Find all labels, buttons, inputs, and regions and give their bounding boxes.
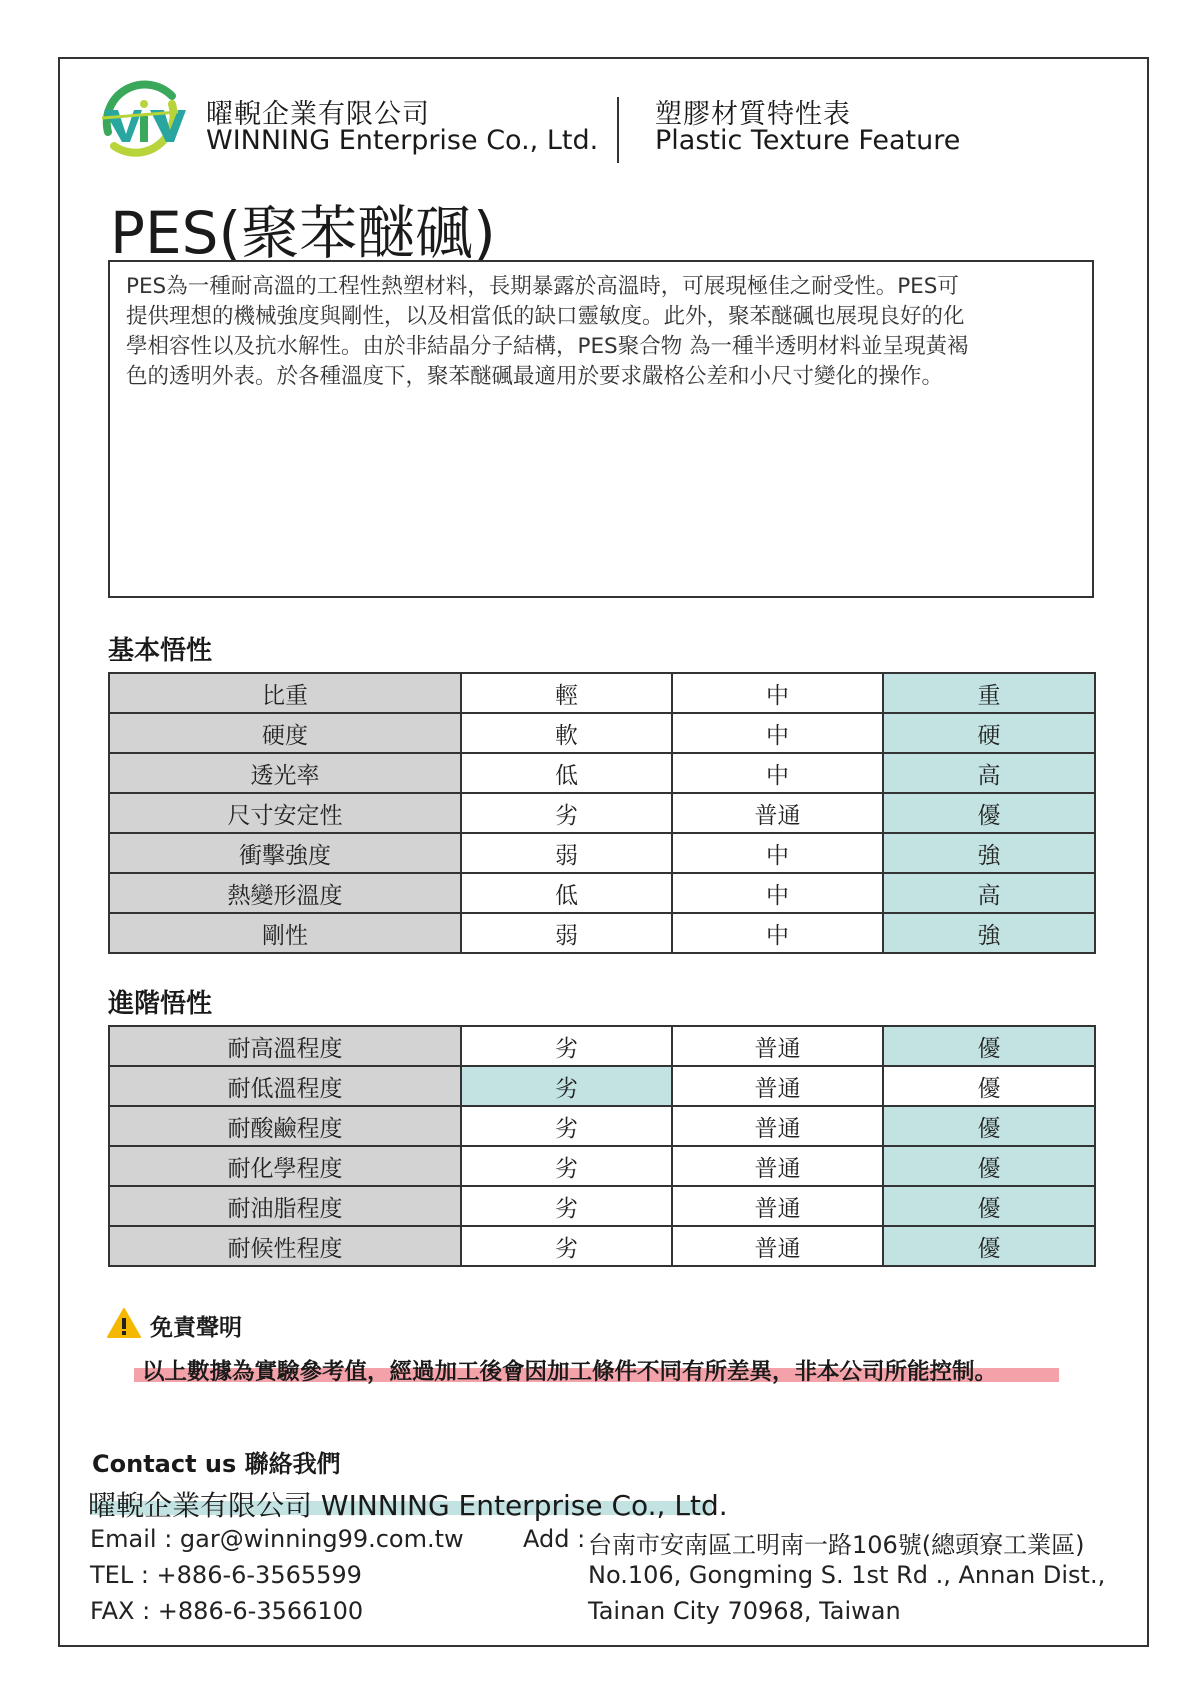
contact-address-line: Tainan City 70968, Taiwan [588,1597,901,1625]
company-name-cn: 曜輗企業有限公司 [206,99,430,130]
property-label: 衝擊強度 [109,833,461,873]
property-row [109,1186,1095,1226]
advanced-properties-title: 進階悟性 [108,989,213,1019]
contact-email: Email : gar@winning99.com.tw [90,1525,464,1553]
advanced-properties-table [108,1025,1096,1267]
property-row [109,713,1095,753]
rating-low: 低 [461,873,672,913]
property-row [109,913,1095,953]
property-row [109,753,1095,793]
property-label: 比重 [109,673,461,713]
rating-low: 劣 [461,1066,672,1106]
rating-low: 輕 [461,673,672,713]
rating-low: 劣 [461,1186,672,1226]
property-label: 耐高溫程度 [109,1026,461,1066]
rating-mid: 中 [672,913,883,953]
rating-low: 低 [461,753,672,793]
property-label: 硬度 [109,713,461,753]
property-row [109,1226,1095,1266]
property-row [109,833,1095,873]
property-label: 耐酸鹼程度 [109,1106,461,1146]
property-row [109,1026,1095,1066]
rating-high: 強 [883,833,1095,873]
rating-mid: 普通 [672,1066,883,1106]
property-label: 耐化學程度 [109,1146,461,1186]
property-label: 耐油脂程度 [109,1186,461,1226]
contact-tel: TEL : +886-6-3565599 [90,1561,362,1589]
rating-mid: 普通 [672,1106,883,1146]
property-row [109,1066,1095,1106]
rating-low: 弱 [461,913,672,953]
property-row [109,1146,1095,1186]
rating-mid: 普通 [672,1146,883,1186]
header-divider [617,97,619,163]
property-label: 耐候性程度 [109,1226,461,1266]
rating-low: 弱 [461,833,672,873]
contact-address-line: 台南市安南區工明南一路106號(總頭寮工業區) [588,1531,1085,1559]
rating-high: 優 [883,793,1095,833]
rating-high: 高 [883,873,1095,913]
company-logo-icon [94,72,186,164]
property-row [109,1106,1095,1146]
disclaimer-title: 免責聲明 [150,1315,242,1341]
description-line: PES為一種耐高溫的工程性熱塑材料，長期暴露於高溫時，可展現極佳之耐受性。PES可 [126,274,959,299]
rating-high: 優 [883,1106,1095,1146]
rating-high: 優 [883,1066,1095,1106]
rating-mid: 中 [672,873,883,913]
description-line: 學相容性以及抗水解性。由於非結晶分子結構，PES聚合物 為一種半透明材料並呈現黃褐 [126,334,969,359]
rating-mid: 普通 [672,1026,883,1066]
contact-address-label: Add : [523,1525,586,1553]
description-line: 色的透明外表。於各種溫度下，聚苯醚碸最適用於要求嚴格公差和小尺寸變化的操作。 [126,364,944,389]
rating-low: 劣 [461,793,672,833]
basic-properties-table [108,672,1096,954]
rating-high: 強 [883,913,1095,953]
description-box [108,260,1094,598]
document-title-en: Plastic Texture Feature [655,125,961,156]
rating-mid: 普通 [672,1186,883,1226]
rating-mid: 中 [672,833,883,873]
rating-high: 優 [883,1026,1095,1066]
rating-mid: 普通 [672,793,883,833]
property-label: 熱變形溫度 [109,873,461,913]
rating-high: 硬 [883,713,1095,753]
rating-mid: 中 [672,673,883,713]
description-line: 提供理想的機械強度與剛性，以及相當低的缺口靈敏度。此外，聚苯醚碸也展現良好的化 [126,304,965,329]
rating-high: 高 [883,753,1095,793]
property-row [109,793,1095,833]
warning-triangle-icon [106,1307,142,1339]
rating-low: 軟 [461,713,672,753]
material-title: PES(聚苯醚碸) [110,199,496,267]
rating-high: 優 [883,1186,1095,1226]
rating-low: 劣 [461,1146,672,1186]
property-row [109,873,1095,913]
property-row [109,673,1095,713]
property-label: 透光率 [109,753,461,793]
rating-low: 劣 [461,1226,672,1266]
document-title-cn: 塑膠材質特性表 [655,99,851,130]
disclaimer-text: 以上數據為實驗參考值，經過加工後會因加工條件不同有所差異，非本公司所能控制。 [142,1359,998,1385]
contact-address-line: No.106, Gongming S. 1st Rd ., Annan Dist., [588,1561,1106,1589]
rating-low: 劣 [461,1026,672,1066]
rating-high: 重 [883,673,1095,713]
property-label: 耐低溫程度 [109,1066,461,1106]
contact-company: 曜輗企業有限公司 WINNING Enterprise Co., Ltd. [88,1489,728,1522]
rating-high: 優 [883,1226,1095,1266]
rating-mid: 中 [672,713,883,753]
property-label: 尺寸安定性 [109,793,461,833]
rating-high: 優 [883,1146,1095,1186]
rating-low: 劣 [461,1106,672,1146]
contact-fax: FAX : +886-6-3566100 [90,1597,364,1625]
rating-mid: 中 [672,753,883,793]
basic-properties-title: 基本悟性 [108,636,213,666]
company-name-en: WINNING Enterprise Co., Ltd. [206,125,599,156]
contact-title: Contact us 聯絡我們 [92,1450,341,1478]
property-label: 剛性 [109,913,461,953]
rating-mid: 普通 [672,1226,883,1266]
